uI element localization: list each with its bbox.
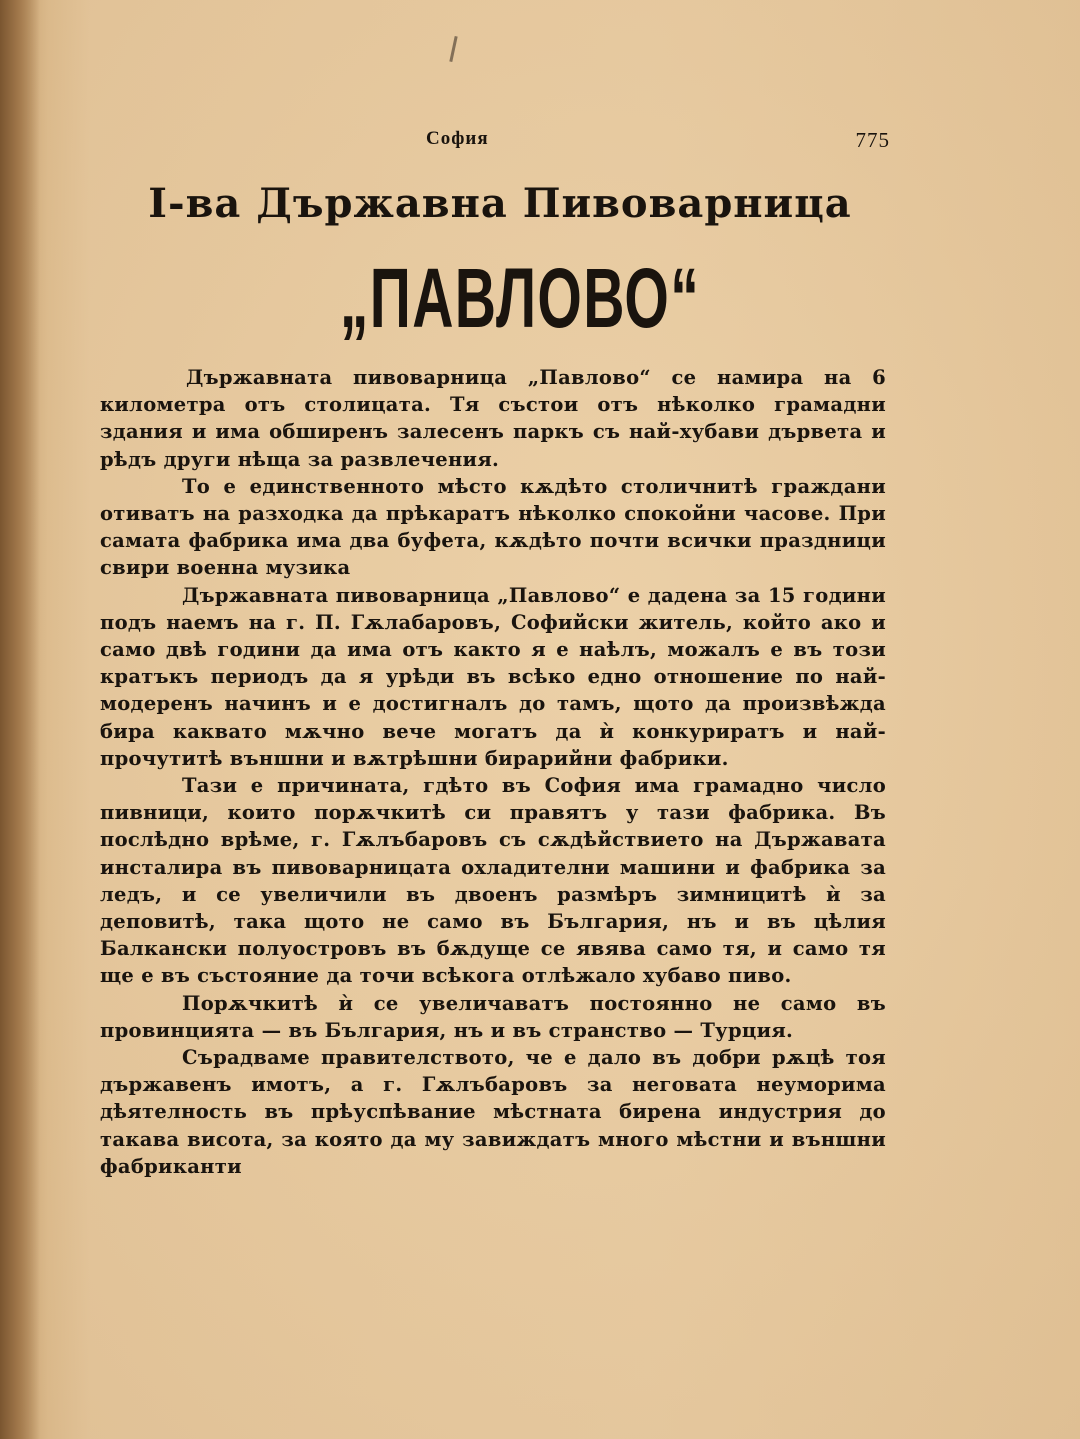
article-body [100, 364, 886, 1180]
running-head-title: София [426, 128, 489, 149]
page-mark [449, 36, 457, 62]
paragraph: Държавната пивоварница „Павлово“ се намира на 6 километра отъ столицата. Тя състои отъ нѣколко грамадни здания и има обширенъ залесенъ паркъ съ най-хубави дървета и рѣдъ други нѣща за развлечения. [100, 366, 886, 471]
paragraph: То е единственното мѣсто кѫдѣто столичнитѣ граждани отиватъ на разходка да прѣкаратъ нѣколко спокойни часове. При самата фабрика има два буфета, кѫдѣто почти всички праздници свири военна музика [100, 474, 886, 580]
paragraph: Порѫчкитѣ ѝ се увеличаватъ постоянно не само въ провинцията — въ България, нъ и въ странство — Турция. [100, 991, 886, 1042]
page-title: I-ва Държавна Пивоварница [148, 180, 852, 227]
paragraph: Държавната пивоварница „Павлово“ е дадена за 15 години подъ наемъ на г. П. Гѫлабаровъ, Софийски житель, който ако и само двѣ години да има отъ както я е наѣлъ, можалъ е въ този кратъкъ периодъ да я урѣди въ всѣко едно отношение по най-модеренъ начинъ и е достигналъ до тамъ, щото да произвѣжда бира каквато мѫчно вече могатъ да ѝ конкуриратъ и най-прочутитѣ външни и вѫтрѣшни бирарийни фабрики. [100, 583, 886, 770]
page-gutter-shadow [0, 0, 40, 1439]
brand-name: „ПАВЛОВО“ [339, 251, 701, 345]
page-number: 775 [855, 128, 890, 152]
paragraph: Тази е причината, гдѣто въ София има грамадно число пивници, които порѫчкитѣ си правятъ у тази фабрика. Въ послѣдно врѣме, г. Гѫлъбаровъ съ сѫдѣйствието на Държавата инсталира въ пивоварницата охладителни машини и фабрика за ледъ, и се увеличили въ двоенъ размѣръ зимницитѣ ѝ за деповитѣ, така щото не само въ България, нъ и въ цѣлия Балкански полуостровъ въ бѫдуще се явява само тя, и само тя ще е въ състояние да точи всѣкога отлѣжало хубаво пиво. [100, 774, 886, 988]
paragraph: Сърадваме правителството, че е дало въ добри рѫцѣ тоя държавенъ имотъ, а г. Гѫлъбаровъ за неговата неуморима дѣятелность въ прѣуспѣвание мѣстната бирена индустрия до такава висота, за която да му завиждатъ много мѣстни и външни фабриканти [100, 1046, 886, 1178]
running-head [150, 128, 890, 158]
